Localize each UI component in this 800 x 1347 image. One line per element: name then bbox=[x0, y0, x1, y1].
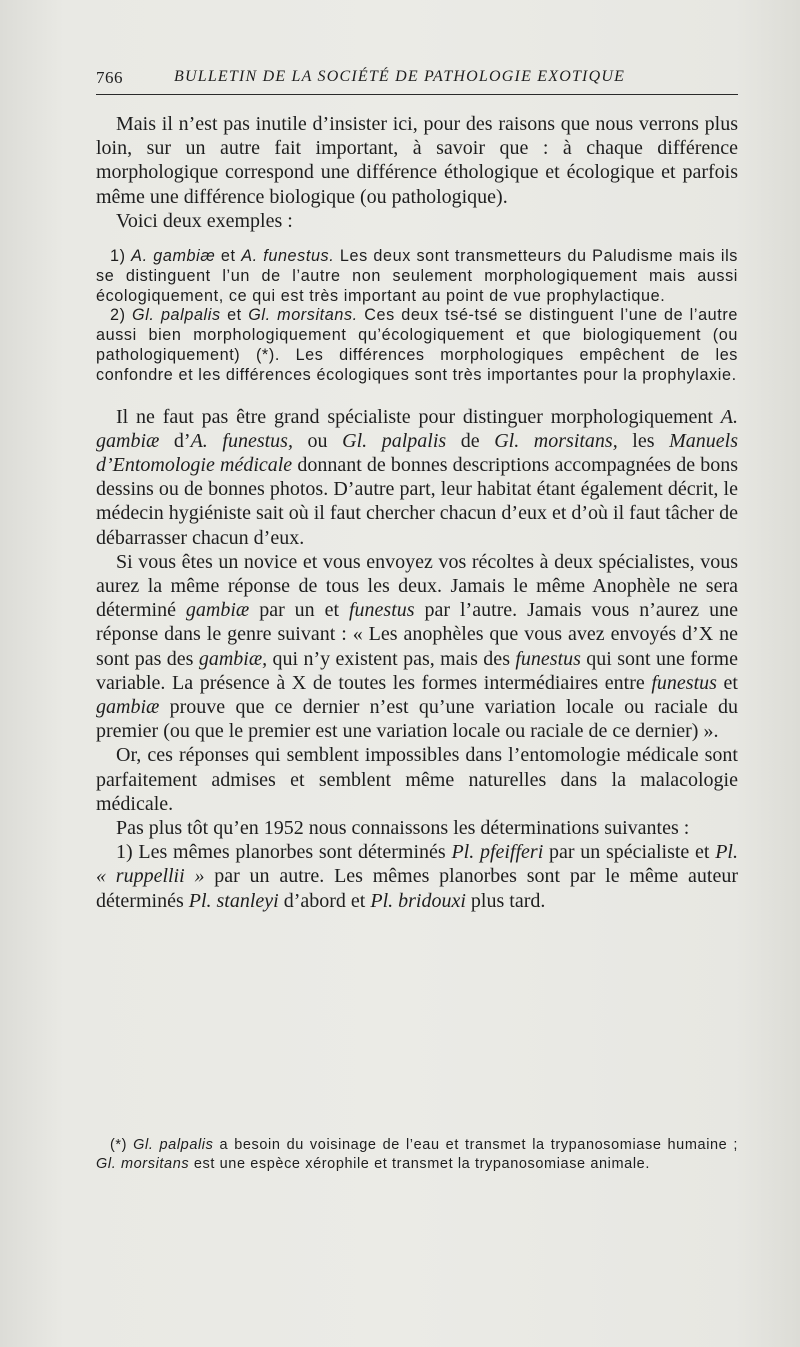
paragraph-5 bbox=[96, 743, 738, 816]
example-1 bbox=[96, 247, 738, 306]
species-name: Pl. stanleyi bbox=[188, 889, 279, 912]
text-run: donnant de bonnes descriptions accompagnées de bons dessins ou de bonnes photos. D’autre part, leur habitat étant également décrit, le médecin hygiéniste sait où il faut chercher chacun d’eux et d’où il faut tâcher de débarrasser chacun d’eux. bbox=[96, 454, 738, 549]
text-run: qui n’y existent pas, mais des bbox=[267, 647, 516, 670]
text-run: Si vous êtes un novice et vous envoyez vos récoltes à deux spécialistes, vous aurez la même réponse de tous les deux. Jamais le même Anophèle ne sera déterminé bbox=[96, 550, 738, 622]
species-name: Gl. palpalis bbox=[342, 429, 447, 452]
body-text bbox=[96, 112, 738, 913]
species-name: funestus bbox=[651, 671, 717, 694]
text-run: d’abord et bbox=[278, 889, 371, 912]
text-run: par l’autre. Jamais vous n’aurez une réponse dans le genre suivant : « Les anophèles que vous avez envoyés d’X ne sont pas des bbox=[96, 599, 738, 670]
footnote-mark: (*) bbox=[110, 1137, 134, 1153]
conjunction: et bbox=[220, 306, 249, 325]
species-name: Gl. morsitans bbox=[96, 1156, 190, 1172]
paragraph-6-text: Pas plus tôt qu’en 1952 nous connaissons les déterminations suivantes : bbox=[116, 817, 690, 840]
paragraph-4 bbox=[96, 550, 738, 744]
text-run: et bbox=[716, 671, 738, 694]
example-2-number: 2) bbox=[110, 306, 133, 325]
species-name: funestus bbox=[515, 647, 581, 670]
paragraph-7 bbox=[96, 840, 738, 913]
text-run: d’ bbox=[159, 429, 191, 452]
paragraph-3 bbox=[96, 405, 738, 550]
text-run: de bbox=[446, 429, 495, 452]
text-run: 1) Les mêmes planorbes sont déterminés bbox=[116, 841, 452, 864]
species-name: Pl. bridouxi bbox=[370, 889, 466, 912]
species-name: Gl. palpalis bbox=[132, 306, 221, 325]
species-name: A. funestus. bbox=[241, 247, 335, 266]
conjunction: et bbox=[215, 247, 242, 266]
text-run: par un autre. Les mêmes planorbes sont par le même auteur déterminés bbox=[96, 865, 738, 912]
species-name: Pl. « ruppellii » bbox=[96, 841, 738, 888]
species-name: Pl. pfeifferi bbox=[451, 841, 544, 864]
text-run: ou bbox=[292, 429, 343, 452]
text-run: par un spécialiste et bbox=[543, 841, 716, 864]
page-number: 766 bbox=[96, 68, 123, 87]
paragraph-5-text: Or, ces réponses qui semblent impossibles dans l’entomologie médicale sont parfaitement admises et semblent même naturelles dans la malacologie médicale. bbox=[96, 744, 738, 815]
example-1-number: 1) bbox=[110, 247, 132, 266]
text-run: a besoin du voisinage de l’eau et transmet la trypanosomiase humaine ; bbox=[213, 1137, 739, 1153]
text-run: plus tard. bbox=[465, 889, 546, 912]
species-name: A. funestus, bbox=[190, 429, 293, 452]
book-title: Manuels d’Entomologie médicale bbox=[96, 429, 738, 476]
page-header bbox=[96, 68, 738, 95]
text-run: Il ne faut pas être grand spécialiste pour distinguer morphologiquement bbox=[116, 405, 721, 428]
species-name: Gl. morsitans, bbox=[494, 429, 618, 452]
example-1-text: Les deux sont transmetteurs du Paludisme mais ils se distinguent l’un de l’autre non seulement morphologiquement mais aussi écologiquement, ce qui est très important au point de vue prophylactique. bbox=[96, 247, 738, 305]
species-name: A. gambiæ bbox=[131, 247, 216, 266]
text-run: par un et bbox=[249, 599, 349, 622]
paragraph-intro-text: Mais il n’est pas inutile d’insister ici, pour des raisons que nous verrons plus loin, sur un autre fait important, à savoir que : à chaque différence morphologique correspond une différence éthologique et écologique et parfois même une différence biologique (ou pathologique). bbox=[96, 113, 738, 208]
paragraph-6 bbox=[96, 816, 738, 840]
species-name: A. gambiæ bbox=[96, 405, 738, 452]
text-run: est une espèce xérophile et transmet la trypanosomiase animale. bbox=[189, 1156, 650, 1172]
species-name: gambiæ bbox=[96, 696, 160, 719]
footnote bbox=[96, 1136, 738, 1174]
text-run: qui sont une forme variable. La présence à X de toutes les formes intermédiaires entre bbox=[96, 647, 738, 694]
paragraph-examples-lead bbox=[96, 209, 738, 233]
species-name: funestus bbox=[349, 599, 415, 622]
text-run: prouve que ce dernier n’est qu’une variation locale ou raciale du premier (ou que le premier est une variation locale ou raciale de ce dernier) ». bbox=[96, 696, 738, 743]
species-name: Gl. morsitans. bbox=[248, 306, 358, 325]
example-2 bbox=[96, 306, 738, 385]
examples-lead-text: Voici deux exemples : bbox=[116, 209, 293, 232]
running-title: BULLETIN DE LA SOCIÉTÉ DE PATHOLOGIE EXOTIQUE bbox=[174, 68, 626, 85]
paragraph-intro bbox=[96, 112, 738, 209]
species-name: gambiæ, bbox=[198, 647, 268, 670]
species-name: gambiæ bbox=[185, 599, 250, 622]
text-run: les bbox=[617, 429, 670, 452]
species-name: Gl. palpalis bbox=[133, 1137, 214, 1153]
example-2-text: Ces deux tsé-tsé se distinguent l’une de l’autre aussi bien morphologiquement qu’écologiquement et que biologiquement (ou pathologiquement) (*). Les différences morphologiques empêchent de les confondre et les différences écologiques sont très importantes pour la prophylaxie. bbox=[96, 306, 738, 384]
